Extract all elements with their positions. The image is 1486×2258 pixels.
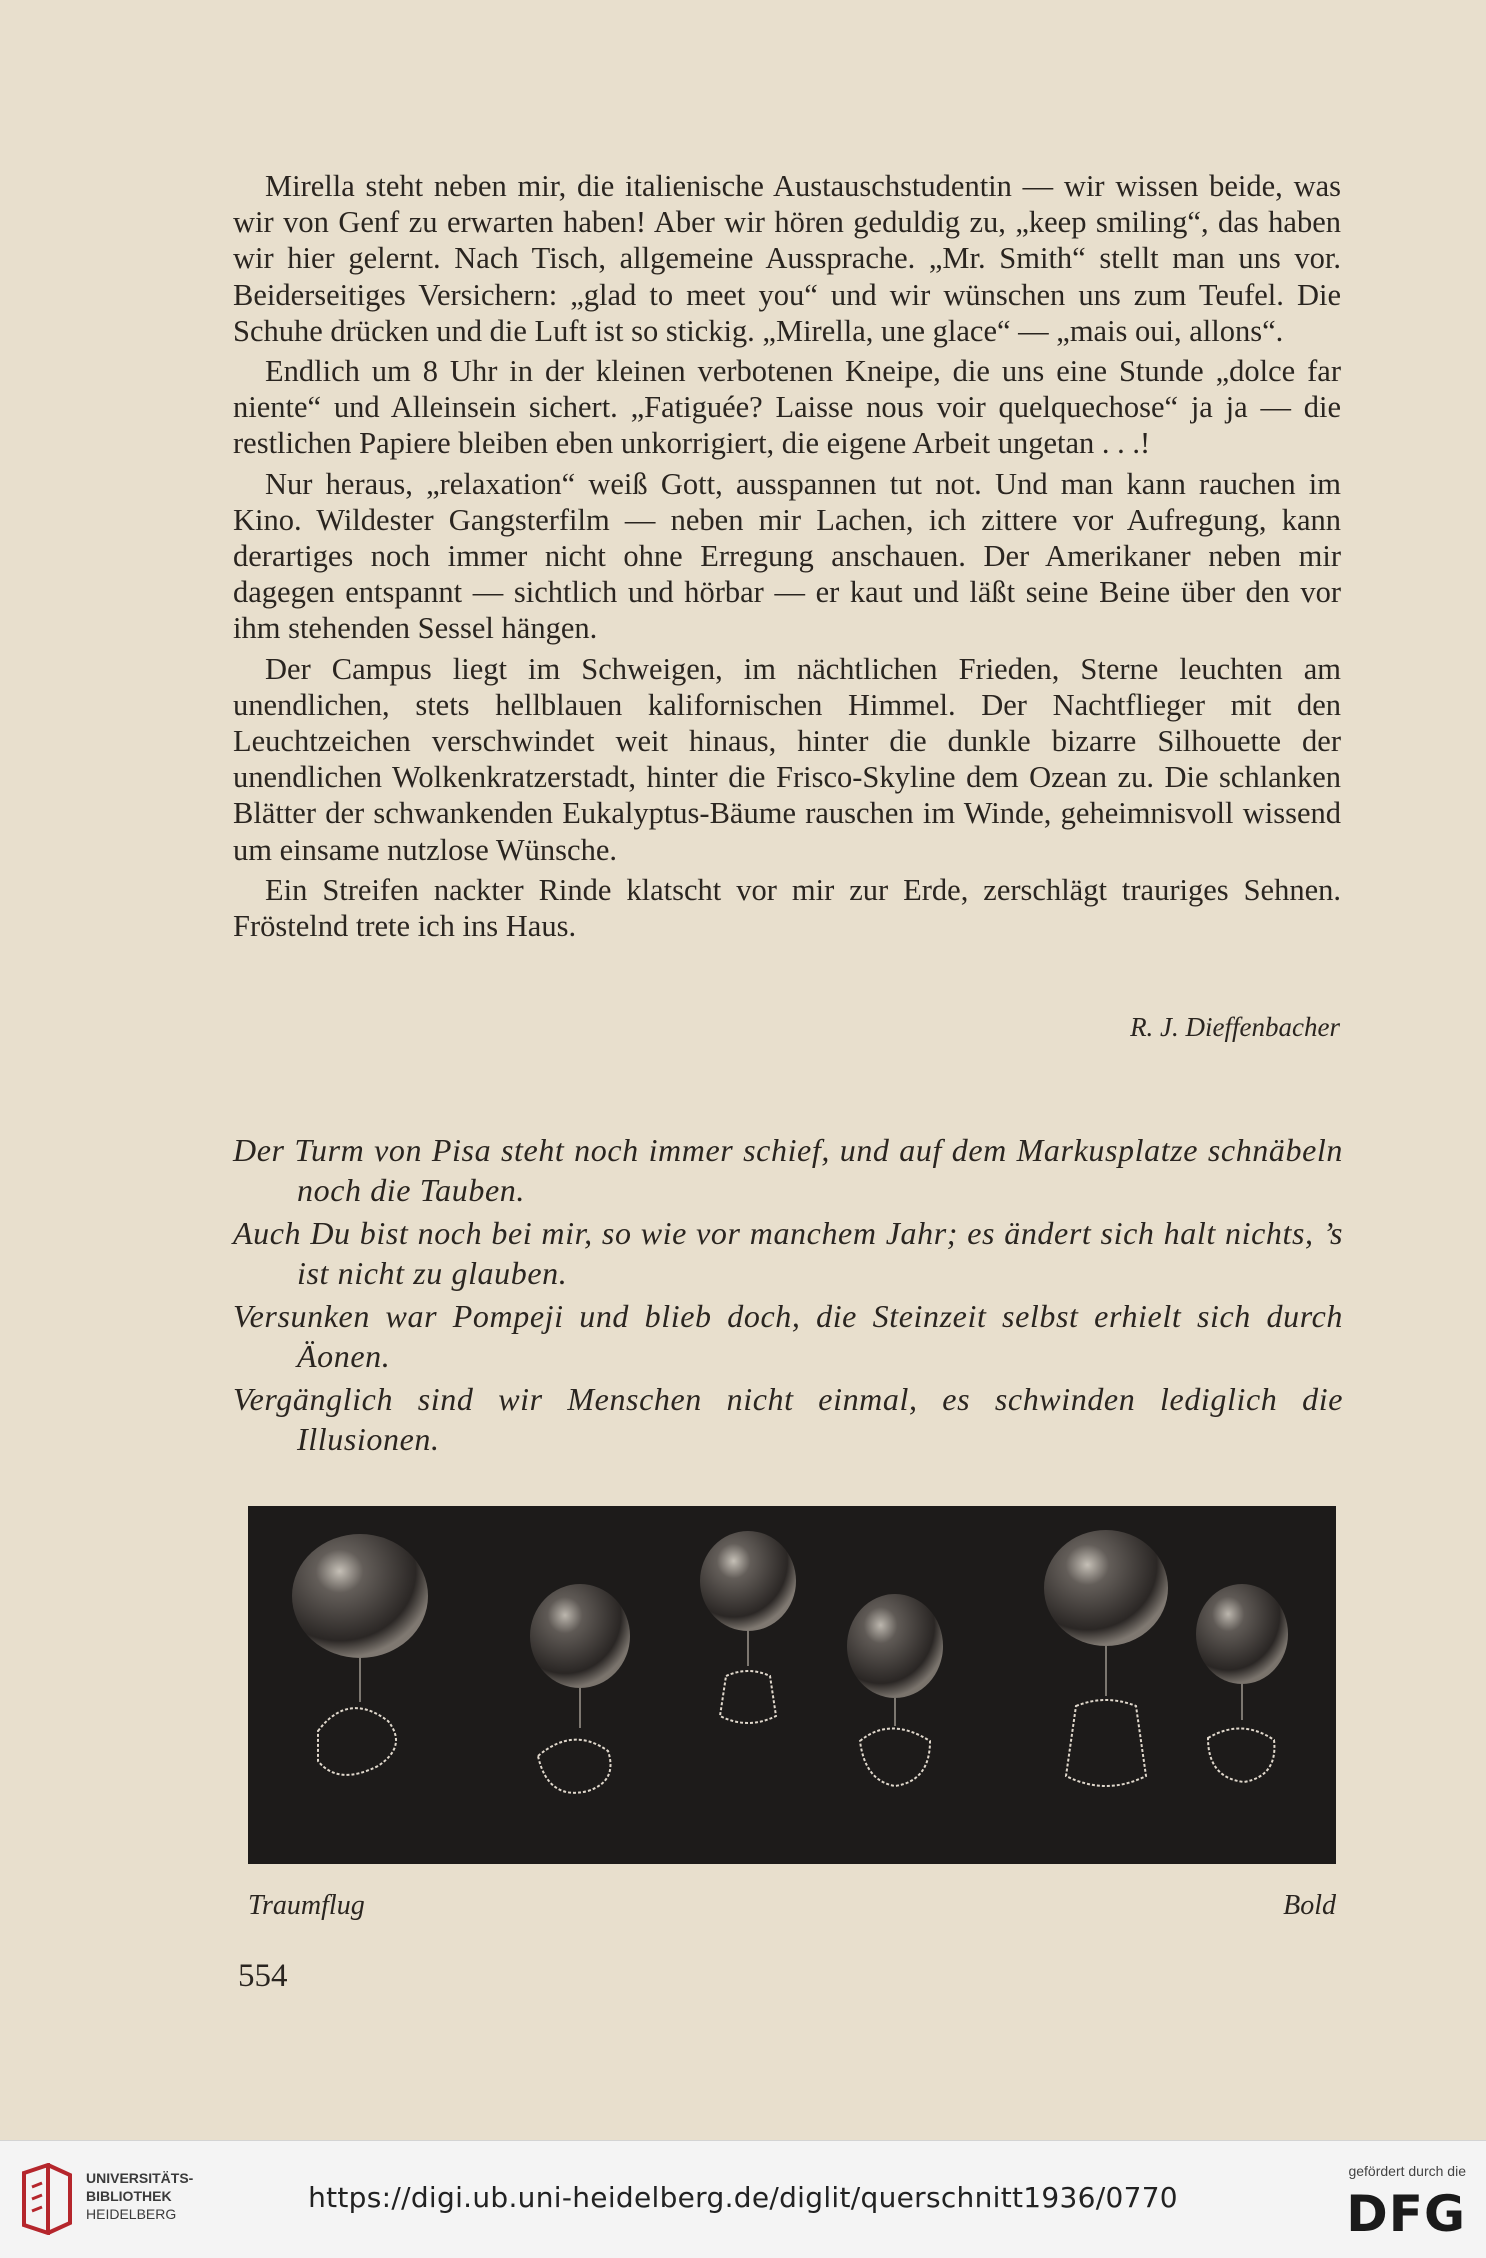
illustration-drawing	[248, 1506, 1336, 1864]
illustration-balloon-figures	[248, 1506, 1336, 1864]
illustration-title: Traumflug	[248, 1890, 365, 1921]
poem-stanza: Vergänglich sind wir Menschen nicht einmal, es schwinden lediglich die Illusionen.	[233, 1381, 1343, 1457]
article-body	[233, 168, 1341, 948]
paragraph: Nur heraus, „relaxation“ weiß Gott, ausspannen tut not. Und man kann rauchen im Kino. Wildester Gangsterfilm — neben mir Lachen, ich zittere vor Aufregung, kann derartiges noch immer nicht ohne Erregung anschauen. Der Amerikaner neben mir dagegen entspannt — sichtlich und hörbar — er kaut und läßt seine Beine über den vor ihm stehenden Sessel hängen.	[233, 466, 1341, 646]
illustration-artist: Bold	[1283, 1890, 1336, 1921]
poem	[233, 1130, 1343, 1462]
paragraph: Endlich um 8 Uhr in der kleinen verbotenen Kneipe, die uns eine Stunde „dolce far niente“ und Alleinsein sichert. „Fatiguée? Laisse nous voir quelquechose“ ja ja — die restlichen Papiere bleiben eben unkorrigiert, die eigene Arbeit ungetan . . .!	[233, 354, 1341, 461]
permalink-url[interactable]: https://digi.ub.uni-heidelberg.de/diglit/querschnitt1936/0770	[308, 2181, 1178, 2214]
balloon	[700, 1531, 796, 1631]
poem-stanza: Der Turm von Pisa steht noch immer schief, und auf dem Markusplatze schnäbeln noch die Tauben.	[233, 1132, 1343, 1208]
funding-note: gefördert durch die	[1348, 2163, 1466, 2179]
page-number: 554	[238, 1958, 288, 1994]
balloon	[292, 1534, 428, 1658]
paragraph: Der Campus liegt im Schweigen, im nächtlichen Frieden, Sterne leuchten am unendlichen, stets hellblauen kalifornischen Himmel. Der Nachtflieger mit den Leuchtzeichen verschwindet weit hinaus, hinter die dunkle bizarre Silhouette der unendlichen Wolkenkratzerstadt, hinter die Frisco-Skyline dem Ozean zu. Die schlanken Blätter der schwankenden Eukalyptus-Bäume rauschen im Winde, geheimnisvoll wissend um einsame nutzlose Wünsche.	[233, 651, 1341, 867]
balloon	[530, 1584, 630, 1688]
library-name[interactable]: UNIVERSITÄTS- BIBLIOTHEK HEIDELBERG	[86, 2170, 194, 2222]
paragraph: Ein Streifen nackter Rinde klatscht vor mir zur Erde, zerschlägt trauriges Sehnen. Fröstelnd trete ich ins Haus.	[233, 872, 1341, 944]
dfg-logo[interactable]: DFG	[1346, 2185, 1466, 2243]
paragraph: Mirella steht neben mir, die italienische Austauschstudentin — wir wissen beide, was wir von Genf zu erwarten haben! Aber wir hören geduldig zu, „keep smiling“, das haben wir hier gelernt. Nach Tisch, allgemeine Aussprache. „Mr. Smith“ stellt man uns vor. Beiderseitiges Versichern: „glad to meet you“ und wir wünschen uns zum Teufel. Die Schuhe drücken und die Luft ist so stickig. „Mirella, une glace“ — „mais oui, allons“.	[233, 169, 1341, 348]
viewer-footer	[0, 2140, 1486, 2258]
poem-stanza: Versunken war Pompeji und blieb doch, die Steinzeit selbst erhielt sich durch Äonen.	[233, 1298, 1343, 1374]
balloon	[1044, 1530, 1168, 1646]
balloon	[1196, 1584, 1288, 1684]
poem-stanza: Auch Du bist noch bei mir, so wie vor manchem Jahr; es ändert sich halt nichts, ’s ist nicht zu glauben.	[233, 1215, 1343, 1291]
balloon	[847, 1594, 943, 1698]
author-signature: R. J. Dieffenbacher	[1130, 1012, 1340, 1042]
